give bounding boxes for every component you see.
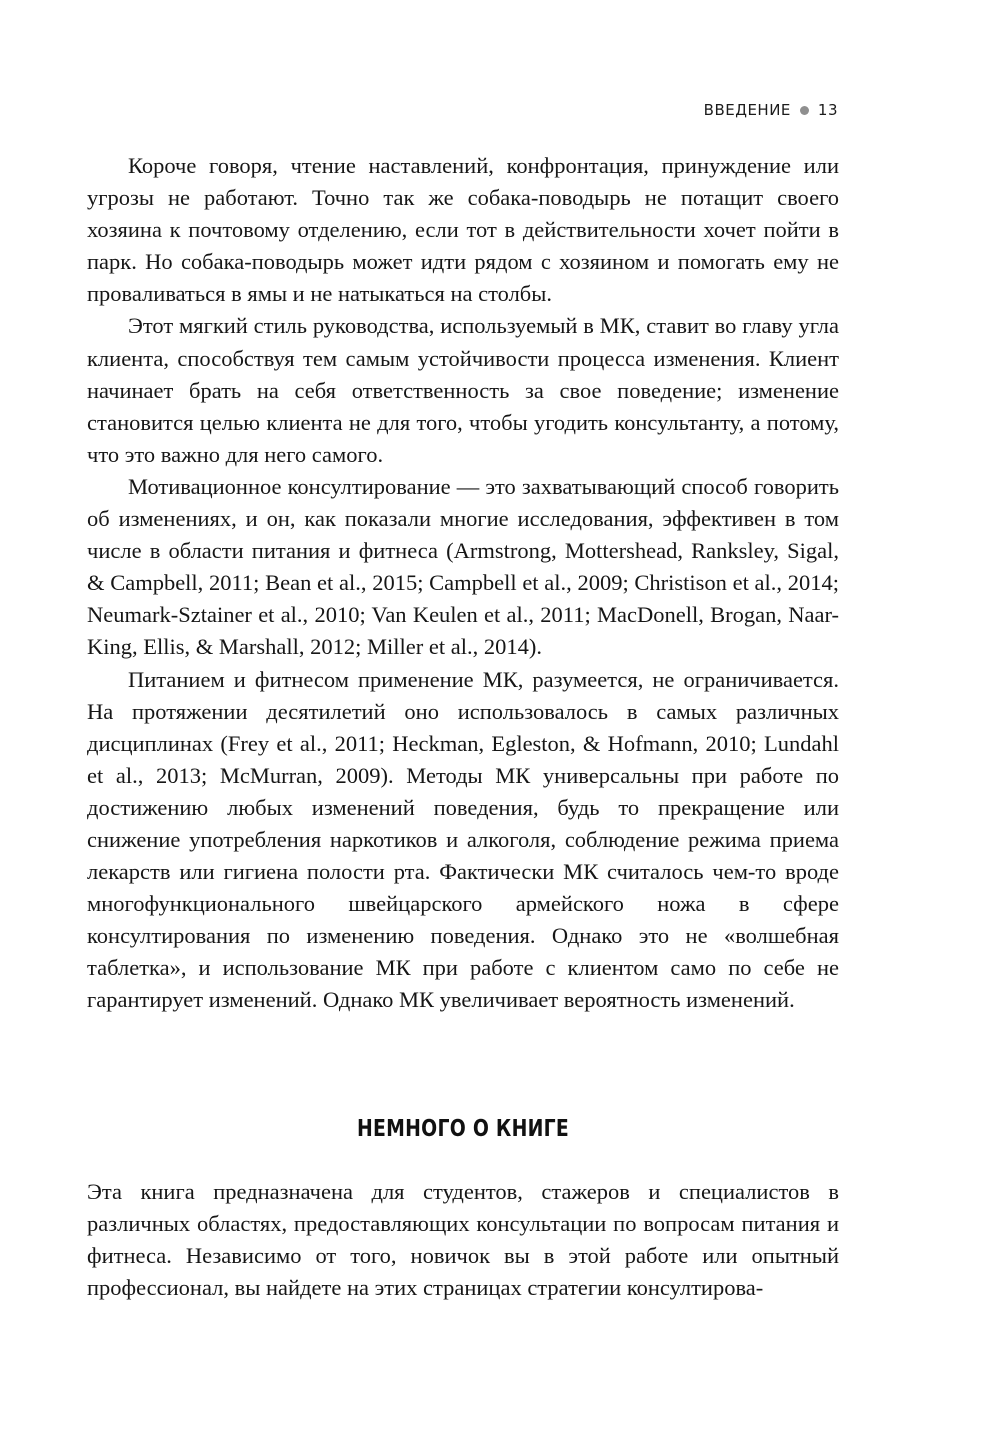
body-paragraph: Этот мягкий стиль руководства, используемый в МК, ставит во главу угла клиента, способствуя тем самым устойчивости процесса изменения. Клиент начинает брать на себя ответственность за свое поведение; изменение становится целью клиента не для того, чтобы угодить консультанту, а потому, что это важно для него самого. <box>87 313 839 467</box>
running-head-section: ВВЕДЕНИЕ <box>703 101 791 119</box>
section-paragraph: Эта книга предназначена для студентов, стажеров и специалистов в различных областях, предоставляющих консультации по вопросам питания и фитнеса. Независимо от того, новичок вы в этой работе или опытный профессионал, вы найдете на этих страницах стратегии консултирова- <box>87 1179 839 1301</box>
section-heading: НЕМНОГО О КНИГЕ <box>356 1116 570 1142</box>
body-paragraph: Короче говоря, чтение наставлений, конфронтация, принуждение или угрозы не работают. Точно так же собака-поводырь не потащит своего хозяина к почтовому отделению, если тот в действительности хочет пойти в парк. Но собака-поводырь может идти рядом с хозяином и помогать ему не проваливаться в ямы и не натыкаться на столбы. <box>87 153 839 307</box>
section-text <box>87 1176 839 1304</box>
body-paragraph: Питанием и фитнесом применение МК, разумеется, не ограничивается. На протяжении десятилетий оно использовалось в самых различных дисциплинах (Frey et al., 2011; Heckman, Egleston, & Hofmann, 2010; Lundahl et al., 2013; McMurran, 2009). Методы МК универсальны при работе по достижению любых изменений поведения, будь то прекращение или снижение употребления наркотиков и алкоголя, соблюдение режима приема лекарств или гигиена полости рта. Фактически МК считалось чем-то вроде многофункционального швейцарского армейского ножа в сфере консултирования по изменению поведения. Однако это не «волшебная таблетка», и использование МК при работе с клиентом само по себе не гарантирует изменений. Однако МК увеличивает вероятность изменений. <box>87 666 839 1013</box>
intro-text <box>87 150 839 1017</box>
running-head <box>704 101 838 119</box>
page-number: 13 <box>817 101 838 119</box>
bullet-dot-icon <box>800 106 809 115</box>
body-paragraph: Мотивационное консултирование — это захватывающий способ говорить об изменениях, и он, как показали многие исследования, эффективен в том числе в области питания и фитнеса (Armstrong, Mottershead, Ranksley, Sigal, & Campbell, 2011; Bean et al., 2015; Campbell et al., 2009; Christison et al., 2014; Neumark-Sztainer et al., 2010; Van Keulen et al., 2011; MacDonell, Brogan, Naar-King, Ellis, & Marshall, 2012; Miller et al., 2014). <box>87 473 839 660</box>
